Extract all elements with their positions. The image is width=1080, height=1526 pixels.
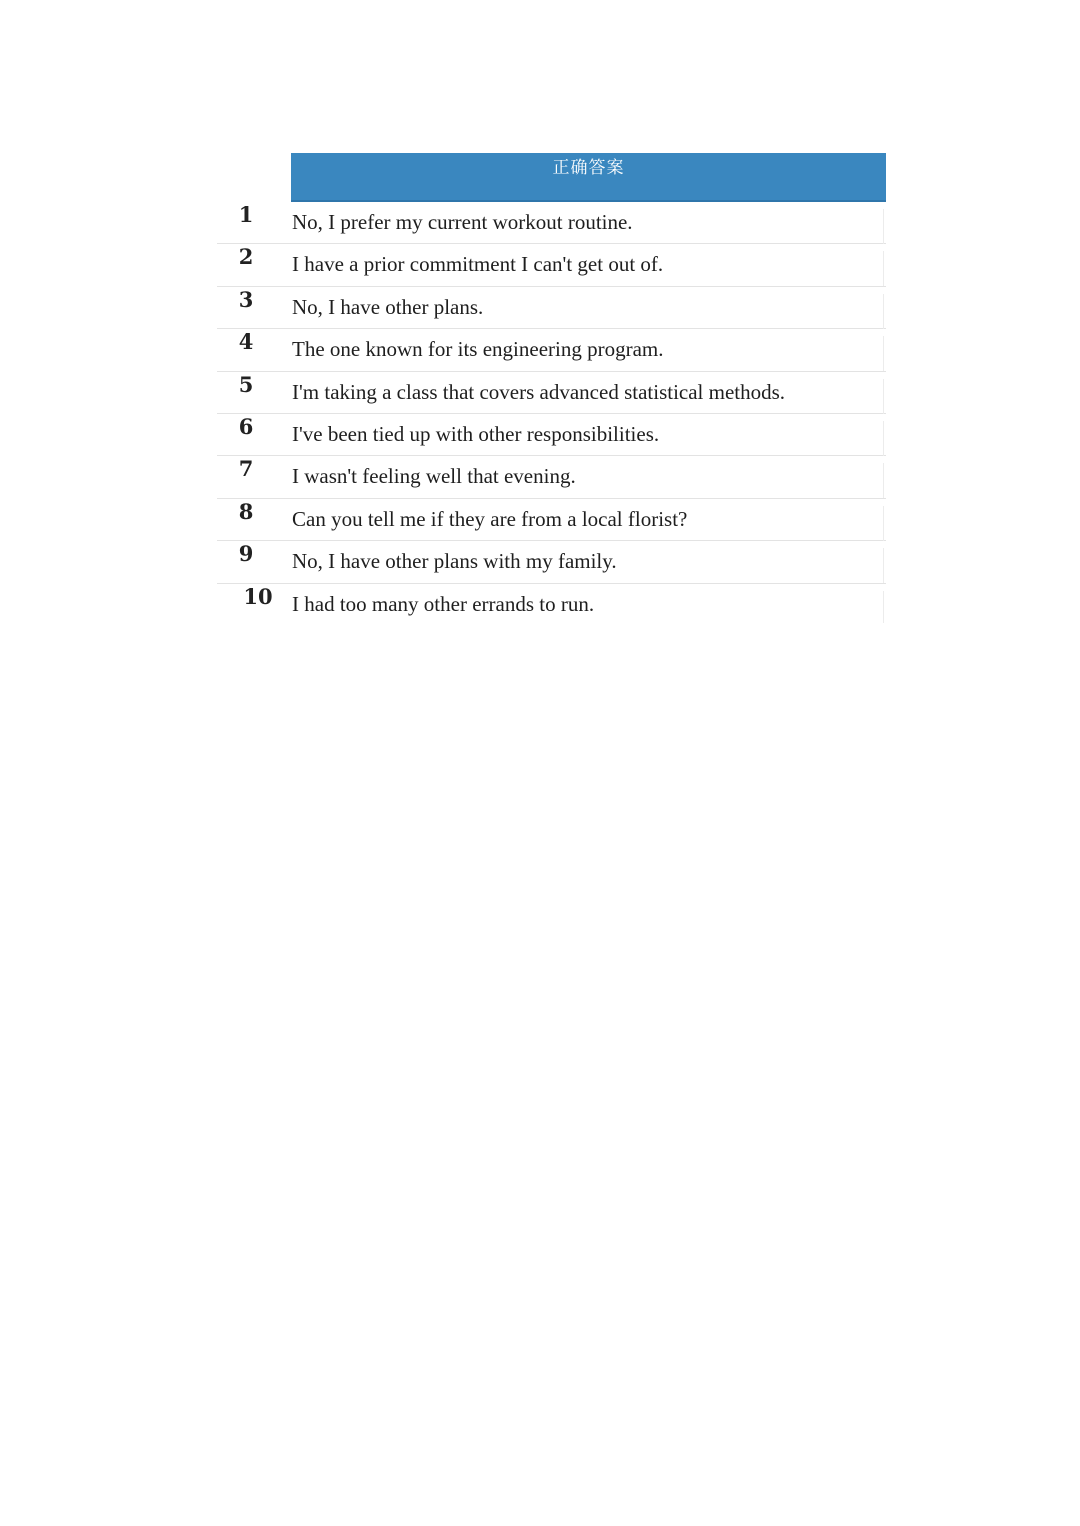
row-answer: No, I prefer my current workout routine. — [292, 209, 884, 244]
row-answer: I've been tied up with other responsibilities. — [292, 421, 884, 456]
row-number: 3 — [238, 286, 254, 312]
table-row — [217, 329, 886, 371]
table-row — [217, 456, 886, 498]
table-header-correct-answer: 正确答案 — [291, 153, 886, 202]
row-answer: The one known for its engineering program. — [292, 336, 884, 371]
row-number: 1 — [238, 202, 254, 227]
row-number: 2 — [238, 244, 254, 270]
table-row — [217, 541, 886, 583]
row-number: 7 — [238, 456, 254, 482]
row-answer: I wasn't feeling well that evening. — [292, 463, 884, 498]
table-header-row — [217, 153, 886, 202]
table-row — [217, 584, 886, 626]
row-answer: I had too many other errands to run. — [292, 591, 884, 623]
row-answer: I have a prior commitment I can't get out of. — [292, 251, 884, 286]
row-answer: No, I have other plans with my family. — [292, 548, 884, 583]
row-answer: Can you tell me if they are from a local florist? — [292, 506, 884, 541]
row-number: 6 — [238, 413, 254, 439]
row-answer: No, I have other plans. — [292, 294, 884, 329]
table-row — [217, 372, 886, 414]
row-answer: I'm taking a class that covers advanced statistical methods. — [292, 379, 884, 414]
row-number: 10 — [243, 583, 273, 609]
answer-table — [217, 153, 886, 626]
row-number: 8 — [238, 498, 254, 524]
table-row — [217, 244, 886, 286]
table-row — [217, 414, 886, 456]
table-row — [217, 287, 886, 329]
row-number: 5 — [238, 371, 254, 397]
table-row — [217, 499, 886, 541]
row-number: 4 — [238, 329, 254, 355]
row-number: 9 — [238, 541, 254, 567]
table-row — [217, 202, 886, 244]
